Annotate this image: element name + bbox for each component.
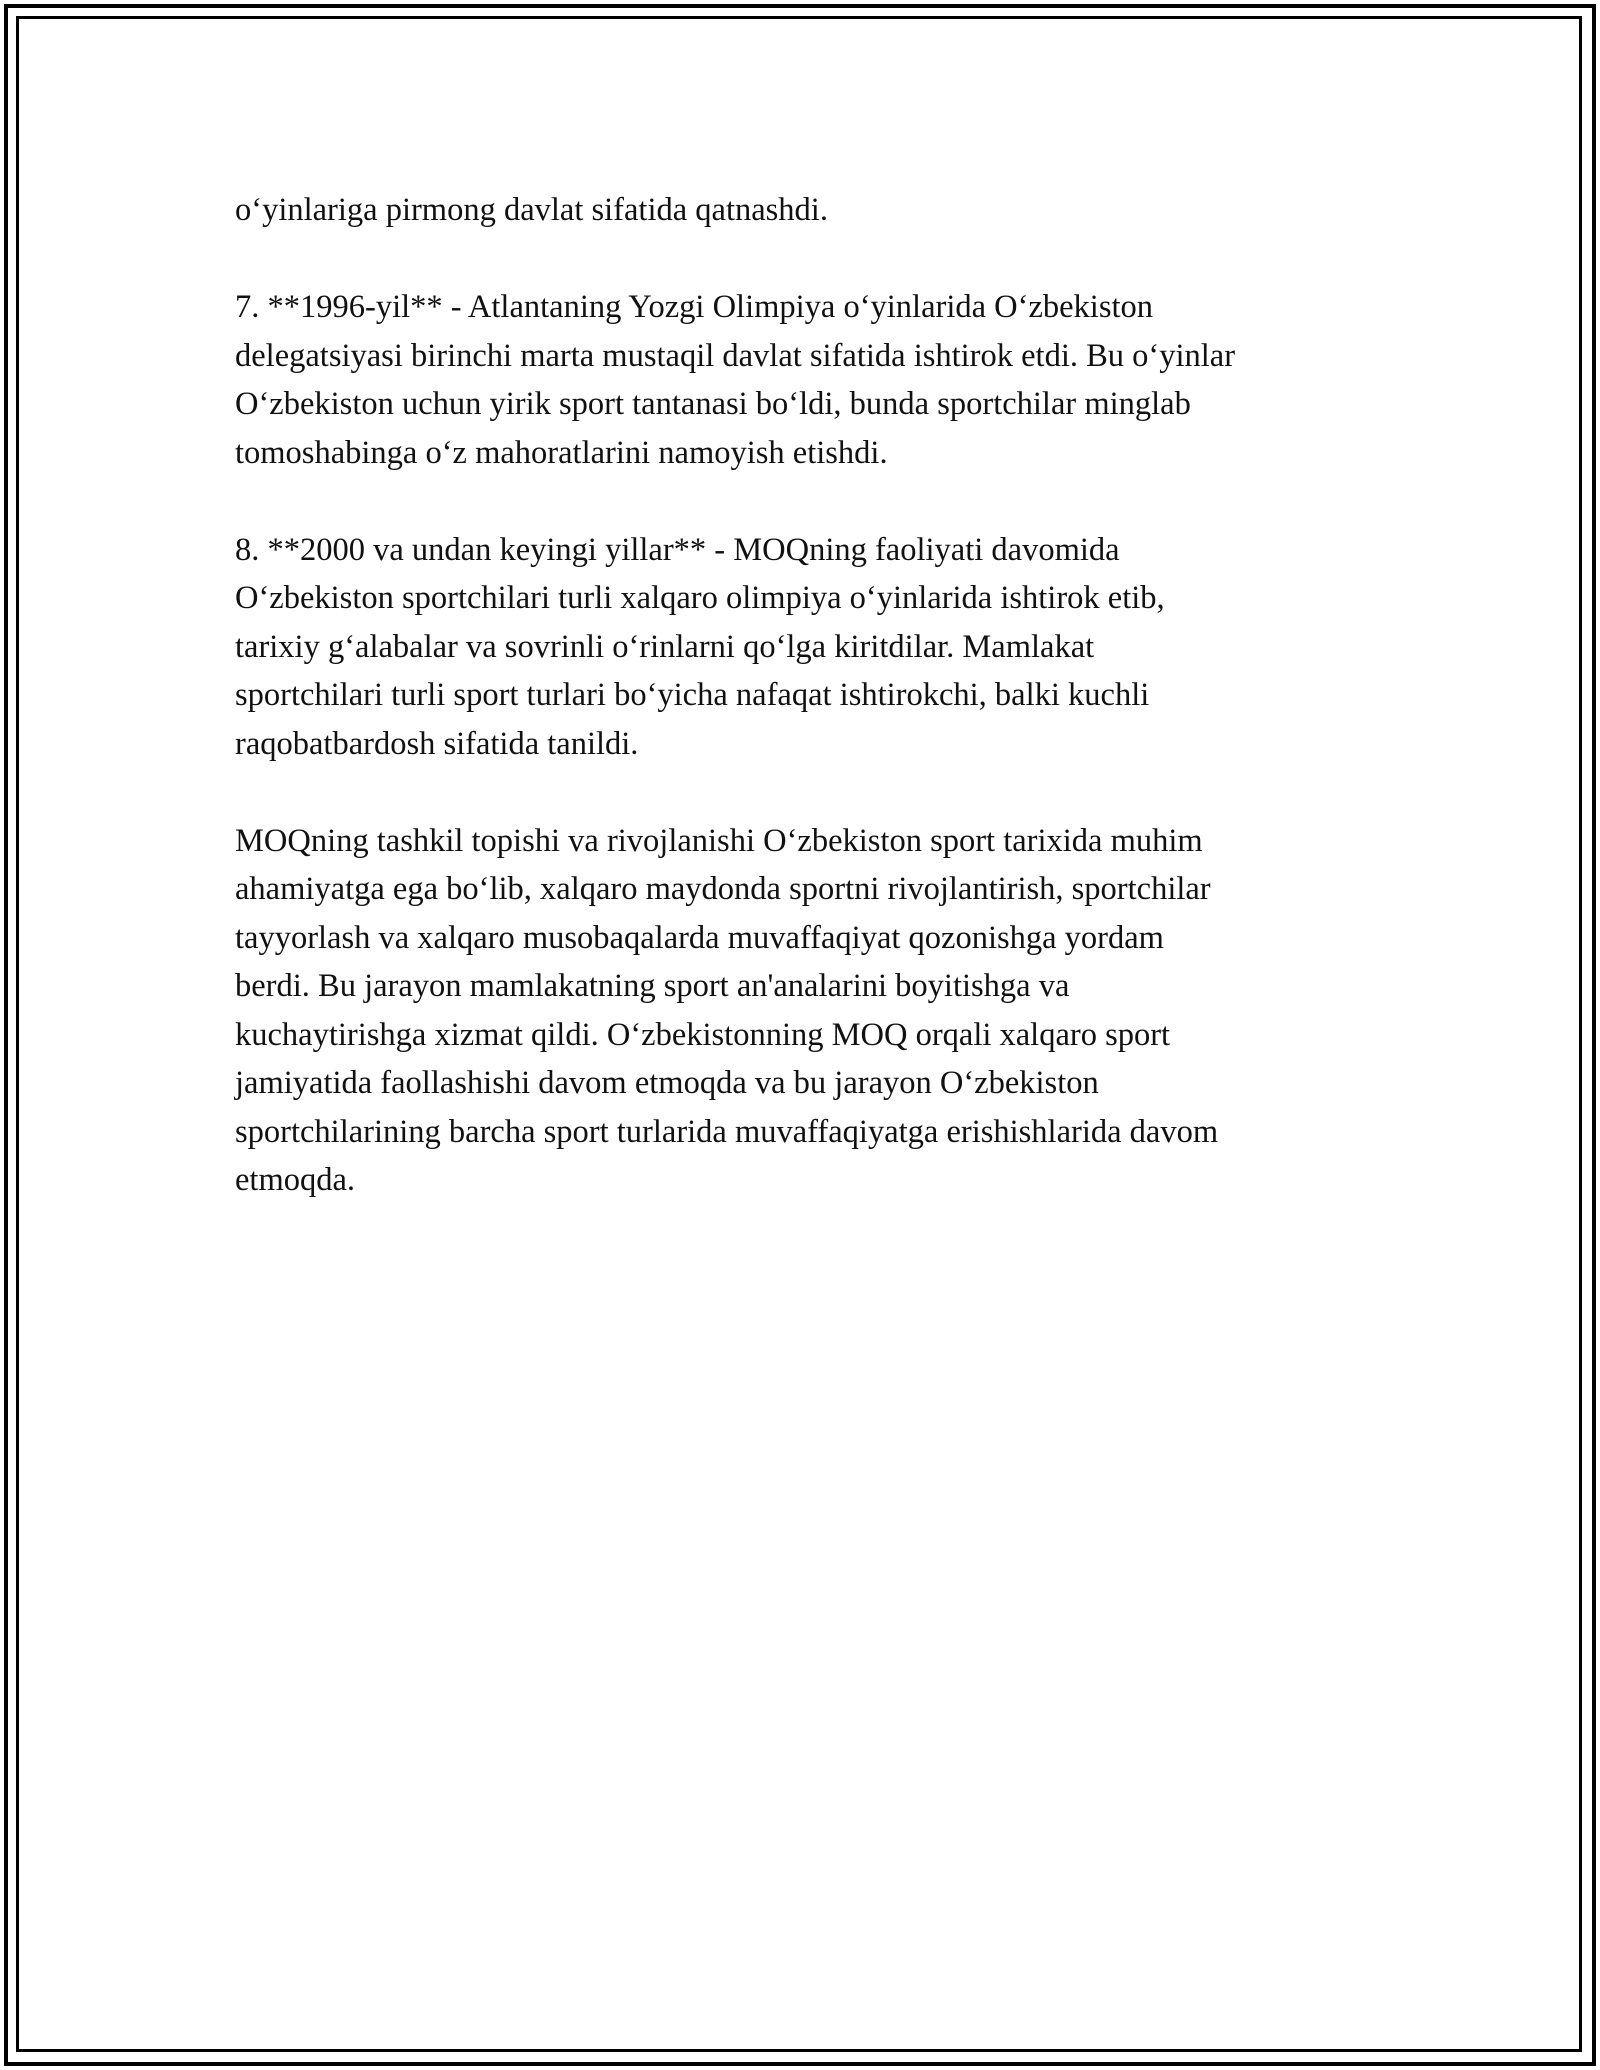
text-line: o‘yinlariga pirmong davlat sifatida qatnashdi. <box>235 192 828 228</box>
text-line: sportchilarining barcha sport turlarida muvaffaqiyatga erishishlarida davom <box>235 1113 1219 1150</box>
text-line: O‘zbekiston uchun yirik sport tantanasi bo‘ldi, bunda sportchilar minglab <box>235 386 1191 422</box>
text-line: O‘zbekiston sportchilari turli xalqaro olimpiya o‘yinlarida ishtirok etib, <box>235 580 1165 616</box>
text-line: etmoqda. <box>235 1162 356 1198</box>
text-line: tomoshabinga o‘z mahoratlarini namoyish etishdi. <box>235 434 888 471</box>
text-line: kuchaytirishga xizmat qildi. O‘zbekistonning MOQ orqali xalqaro sport <box>235 1016 1171 1053</box>
text-line: 7. **1996-yil** - Atlantaning Yozgi Olimpiya o‘yinlarida O‘zbekiston <box>235 289 1154 325</box>
paragraph-conclusion <box>235 817 1385 1205</box>
paragraph-item-7 <box>235 283 1385 477</box>
paragraph-item-8 <box>235 526 1385 769</box>
text-line: ahamiyatga ega bo‘lib, xalqaro maydonda sportni rivojlantirish, sportchilar <box>235 871 1211 907</box>
text-line: 8. **2000 va undan keyingi yillar** - MOQning faoliyati davomida <box>235 531 1120 568</box>
text-line: tarixiy g‘alabalar va sovrinli o‘rinlarni qo‘lga kiritdilar. Mamlakat <box>235 628 1095 665</box>
text-line: sportchilari turli sport turlari bo‘yicha nafaqat ishtirokchi, balki kuchli <box>235 677 1150 713</box>
text-line: tayyorlash va xalqaro musobaqalarda muvaffaqiyat qozonishga yordam <box>235 919 1164 956</box>
text-line: raqobatbardosh sifatida tanildi. <box>235 725 639 762</box>
paragraph-continuation <box>235 186 1385 235</box>
document-body <box>235 186 1385 1253</box>
text-line: MOQning tashkil topishi va rivojlanishi O‘zbekiston sport tarixida muhim <box>235 822 1203 859</box>
text-line: delegatsiyasi birinchi marta mustaqil davlat sifatida ishtirok etdi. Bu o‘yinlar <box>235 337 1236 374</box>
text-line: jamiyatida faollashishi davom etmoqda va bu jarayon O‘zbekiston <box>235 1065 1099 1101</box>
text-line: berdi. Bu jarayon mamlakatning sport an'analarini boyitishga va <box>235 968 1070 1004</box>
